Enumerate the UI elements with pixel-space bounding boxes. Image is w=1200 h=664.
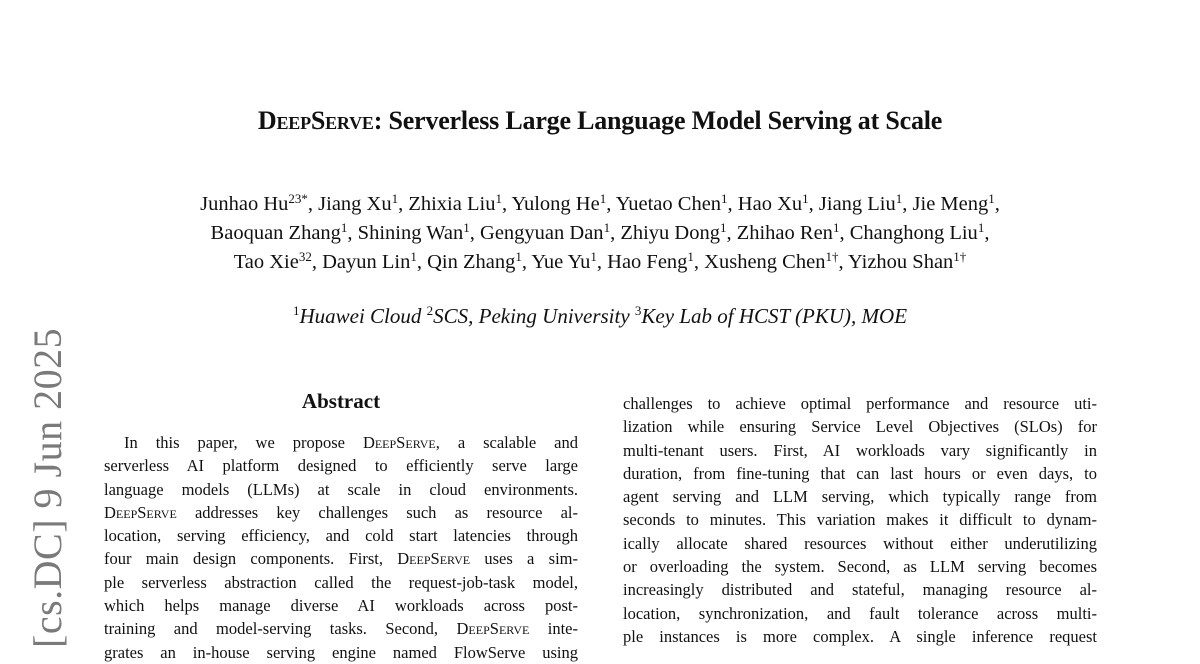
text-run: , a scalable and (435, 433, 578, 452)
abstract-left-column (104, 431, 578, 664)
abstract-line (104, 524, 578, 547)
author-name: Zhihao Ren (736, 222, 833, 244)
author (616, 193, 728, 215)
title-system-name: DeepServe (257, 106, 374, 135)
text-run: grates an in-house serving engine named FlowServe using (104, 642, 578, 662)
body-line: location, synchronization, and fault tolerance across multi- (623, 603, 1097, 623)
system-name: DeepServe (362, 433, 436, 452)
author (704, 251, 838, 273)
abstract-line (104, 571, 578, 594)
author-affiliation-mark: 1 (603, 220, 611, 235)
author-line: Baoquan Zhang$^1$, Shining Wan$^1$, Gengyuan Dan$^1$, Zhiyu Dong$^1$, Zhihao Ren$^1$, Changhong Liu$^1$, (210, 220, 990, 244)
abstract-line (104, 454, 578, 477)
body-line: agent serving and LLM serving, which typically range from (623, 487, 1097, 507)
author (737, 222, 840, 244)
body-line: lization while ensuring Service Level Objectives (SLOs) for (623, 417, 1097, 437)
author-affiliation-mark: 1 (340, 220, 348, 235)
author-name: Zhixia Liu (408, 193, 496, 215)
author (322, 251, 417, 273)
affiliation-mark: 2 (426, 303, 434, 318)
author-affiliation-mark: 32 (298, 249, 312, 264)
affiliation-mark: 3 (634, 303, 642, 318)
system-name: DeepServe (397, 549, 471, 569)
author-affiliation-mark: 1 (719, 220, 727, 235)
abstract-line (104, 501, 578, 524)
paper-title (0, 106, 1200, 136)
system-name: DeepServe (104, 502, 177, 522)
abstract-line (104, 478, 578, 501)
affiliation-name: SCS, Peking University (433, 304, 630, 328)
author (427, 251, 522, 273)
text-run: location, serving efficiency, and cold start latencies through (104, 526, 578, 546)
body-line: seconds to minutes. This variation makes it difficult to dynam- (623, 510, 1097, 530)
author-line: Tao Xie$^{32}$, Dayun Lin$^1$, Qin Zhang$^1$, Yue Yu$^1$, Hao Feng$^1$, Xusheng Chen$^{1\dagger}$, Yizhou Shan$^{1\dagger}$ (233, 249, 967, 273)
author (607, 251, 694, 273)
author-affiliation-mark: 1 (590, 249, 597, 264)
author (511, 193, 606, 215)
author-name: Xusheng Chen (704, 251, 826, 273)
author-affiliation-mark: 1 (687, 249, 694, 264)
abstract-line (104, 617, 578, 640)
text-run: four main design components. First, (104, 549, 398, 569)
author-affiliation-mark: 1 (463, 220, 470, 235)
author-affiliation-mark: 1† (825, 249, 839, 264)
author-affiliation-mark: 1 (515, 249, 522, 264)
author-name: Hao Xu (737, 193, 803, 215)
author (358, 222, 470, 244)
affiliation-mark: 1 (292, 303, 300, 318)
text-run: In this paper, we propose (124, 433, 363, 452)
author-name: Qin Zhang (427, 251, 516, 273)
author-affiliation-mark: 1† (953, 249, 967, 264)
author (200, 193, 308, 215)
author-name: Gengyuan Dan (480, 222, 604, 244)
author (819, 193, 902, 215)
author-line: Junhao $Hu^{23*}$, Jiang Xu$^1$, Zhixia Liu$^1$, Yulong He$^1$, Yuetao Chen$^1$, Hao Xu$^1$, Jiang Liu$^1$, Jie Meng$^1$, (200, 191, 1000, 215)
author-name: Yulong He (511, 193, 600, 215)
author (318, 193, 398, 215)
author (620, 222, 726, 244)
affiliation (293, 304, 421, 328)
title-subtitle: : Serverless Large Language Model Serving at Scale (373, 106, 943, 135)
author (480, 222, 610, 244)
text-run: training and model-serving tasks. Second, (104, 619, 457, 639)
author-affiliation-mark: 1 (895, 191, 903, 206)
body-line: multi-tenant users. First, AI workloads vary significantly in (623, 440, 1097, 460)
author (408, 193, 502, 215)
author-name: Junhao Hu (200, 193, 289, 215)
body-line: increasingly distributed and stateful, managing resource al- (623, 580, 1097, 600)
author (234, 251, 312, 273)
author-affiliation-mark: 1 (988, 191, 995, 206)
affiliation (427, 304, 630, 328)
author-name: Hao Feng (607, 251, 688, 273)
text-run: ple serverless abstraction called the request-job-task model, (104, 572, 578, 592)
abstract-heading: Abstract (301, 389, 381, 413)
author-name: Changhong Liu (849, 222, 978, 244)
author-name: Yuetao Chen (615, 193, 722, 215)
author-name: Yue Yu (531, 251, 591, 273)
author-affiliation-mark: 1 (599, 191, 607, 206)
author-name: Tao Xie (233, 251, 299, 273)
author (738, 193, 809, 215)
author-affiliation-mark: 1 (832, 220, 840, 235)
arxiv-watermark: [cs.DC] 9 Jun 2025 (25, 327, 70, 648)
author-affiliation-mark: 1 (410, 249, 417, 264)
author (531, 251, 597, 273)
text-run: serverless AI platform designed to efficiently serve large (104, 456, 578, 476)
author-affiliation-mark: 23* (288, 191, 308, 206)
author-name: Zhiyu Dong (620, 222, 720, 244)
author-affiliation-mark: 1 (391, 191, 399, 206)
author-name: Jiang Xu (318, 193, 392, 215)
author-name: Yizhou Shan (847, 251, 954, 273)
affiliation-name: Huawei Cloud (299, 304, 422, 328)
body-line: challenges to achieve optimal performance and resource uti- (623, 394, 1097, 413)
author-affiliation-mark: 1 (721, 191, 728, 206)
author-affiliation-mark: 1 (977, 220, 985, 235)
right-column-text (623, 392, 1097, 648)
abstract-line (104, 641, 578, 664)
abstract-line (104, 594, 578, 617)
body-line: duration, from fine-tuning that can last hours or even days, to (623, 463, 1097, 483)
author (848, 251, 966, 273)
text-run: addresses key challenges such as resource al- (176, 502, 578, 522)
text-run: which helps manage diverse AI workloads across post- (104, 596, 578, 616)
author-list (60, 190, 1140, 277)
author-name: Jiang Liu (818, 193, 896, 215)
body-line: ple instances is more complex. A single inference request (623, 626, 1097, 646)
author (913, 193, 995, 215)
author-affiliation-mark: 1 (495, 191, 502, 206)
author-name: Dayun Lin (322, 251, 411, 273)
text-run: language models (LLMs) at scale in cloud environments. (104, 479, 578, 499)
abstract-line (104, 547, 578, 570)
affiliations (0, 304, 1200, 329)
author-name: Jie Meng (912, 193, 989, 215)
author (850, 222, 985, 244)
affiliation-name: Key Lab of HCST (PKU), MOE (641, 304, 908, 328)
abstract-line (104, 431, 578, 454)
text-run: inte- (529, 619, 578, 639)
author-name: Shining Wan (357, 222, 464, 244)
system-name: DeepServe (456, 619, 530, 639)
author-name: Baoquan Zhang (210, 222, 341, 244)
text-run: uses a sim- (470, 549, 579, 569)
author (211, 222, 348, 244)
author-affiliation-mark: 1 (802, 191, 809, 206)
body-line: or overloading the system. Second, as LLM serving becomes (623, 557, 1097, 577)
affiliation (635, 304, 907, 328)
body-line: ically allocate shared resources without either underutilizing (623, 533, 1097, 553)
